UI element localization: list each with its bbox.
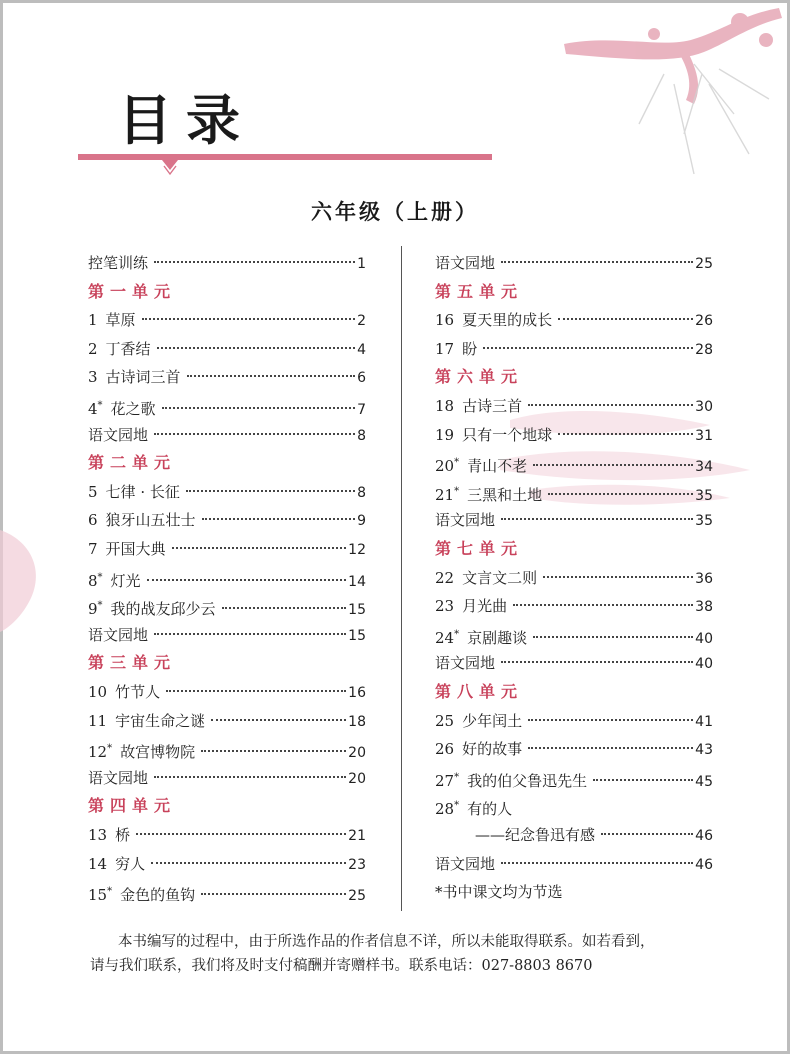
lesson-number: 5 <box>88 482 98 501</box>
unit-label: 第六单元 <box>435 367 524 387</box>
entry-title: 语文园地 <box>88 768 149 787</box>
page-number: 21 <box>348 828 366 844</box>
entry-title: 宇宙生命之谜 <box>115 711 206 730</box>
entry-title: 语文园地 <box>435 854 496 873</box>
optional-star-mark: * <box>454 771 460 783</box>
page-number: 40 <box>695 630 713 647</box>
unit-label: 第五单元 <box>435 281 524 301</box>
dot-leader <box>211 719 346 721</box>
optional-star-mark: * <box>107 886 113 898</box>
unit-heading <box>435 279 713 305</box>
lesson-number: 16 <box>435 311 455 330</box>
page-number: 35 <box>695 513 713 530</box>
dot-leader <box>533 636 693 638</box>
page-number: 6 <box>357 370 366 387</box>
lesson-number: 12* <box>88 743 113 762</box>
lesson-number: 6 <box>88 511 98 530</box>
unit-label: 第七单元 <box>435 539 524 558</box>
dot-leader <box>151 862 346 864</box>
lesson-number: 1 <box>88 311 98 330</box>
unit-label: 第四单元 <box>88 796 177 816</box>
lesson-number: 3 <box>88 368 98 387</box>
optional-star-mark: * <box>107 743 113 755</box>
entry-title: 丁香结 <box>105 339 151 358</box>
toc-entry <box>88 364 366 390</box>
unit-heading <box>88 450 366 476</box>
optional-star-mark: * <box>97 571 103 583</box>
entry-title: 我的伯父鲁迅先生 <box>467 771 588 790</box>
toc-entry <box>435 250 713 276</box>
toc-entry <box>435 708 713 734</box>
dot-leader <box>186 490 355 492</box>
lesson-number: 15* <box>88 886 113 905</box>
entry-title: 语文园地 <box>435 254 496 272</box>
page-number: 20 <box>348 745 366 762</box>
page-number: 38 <box>695 599 713 616</box>
page-number: 45 <box>695 773 713 790</box>
dot-leader <box>202 518 356 520</box>
unit-heading <box>88 650 366 676</box>
page-number: 35 <box>695 487 713 504</box>
page-number: 14 <box>348 573 366 590</box>
toc-entry <box>435 479 713 505</box>
toc-entry <box>435 765 713 791</box>
dot-leader <box>558 433 693 435</box>
toc-entry <box>435 336 713 362</box>
optional-star-mark: * <box>454 800 460 812</box>
lesson-number: 4* <box>88 400 103 418</box>
toc-entry <box>435 422 713 448</box>
toc-entry <box>88 851 366 877</box>
entry-title: 开国大典 <box>105 540 166 558</box>
page-number: 30 <box>695 399 713 415</box>
entry-title: 狼牙山五壮士 <box>105 511 196 530</box>
plum-blossom-branch-decoration <box>544 4 784 194</box>
dot-leader <box>548 493 693 495</box>
unit-heading <box>435 679 713 705</box>
unit-label: 第二单元 <box>88 453 177 473</box>
dot-leader <box>187 375 356 377</box>
dot-leader <box>162 407 356 409</box>
notice-line-2: 请与我们联系，我们将及时支付稿酬并寄赠样书。联系电话：027-8803 8670 <box>90 958 593 974</box>
entry-title: 好的故事 <box>462 740 523 759</box>
dot-leader <box>154 261 355 263</box>
lesson-number: 17 <box>435 339 455 358</box>
page-number: 46 <box>695 828 713 844</box>
page-title: 目录 <box>118 89 254 152</box>
unit-label: 第八单元 <box>435 682 524 701</box>
dot-leader <box>593 779 693 781</box>
page-number: 8 <box>357 427 366 444</box>
entry-title: 三黑和土地 <box>467 485 543 504</box>
unit-heading <box>435 536 713 562</box>
entry-title: 七律 · 长征 <box>105 482 180 501</box>
dot-leader <box>501 261 693 263</box>
toc-entry <box>435 736 713 762</box>
lesson-number: 2 <box>88 339 98 358</box>
dot-leader <box>154 776 346 778</box>
page-number: 40 <box>695 656 713 673</box>
toc-entry <box>435 450 713 476</box>
dot-leader <box>154 633 346 635</box>
optional-star-mark: * <box>454 485 460 497</box>
toc-entry <box>435 307 713 333</box>
lesson-number: 24* <box>435 628 460 647</box>
lesson-number: 20* <box>435 457 460 476</box>
page-number: 23 <box>348 856 366 873</box>
dot-leader <box>528 747 693 749</box>
lesson-number: 22 <box>435 568 455 587</box>
toc-entry <box>435 507 713 533</box>
toc-entry <box>88 422 366 448</box>
dot-leader <box>142 318 356 320</box>
lesson-number: 13 <box>88 826 108 844</box>
optional-star-mark: * <box>97 400 103 411</box>
unit-heading <box>88 279 366 305</box>
toc-entry <box>88 536 366 562</box>
dot-leader <box>154 433 355 435</box>
page-number: 25 <box>348 888 366 905</box>
dot-leader <box>501 518 693 520</box>
dot-leader <box>558 318 693 320</box>
entry-title: 语文园地 <box>88 625 149 644</box>
toc-entry <box>88 679 366 705</box>
page-number: 12 <box>348 542 366 558</box>
lesson-number: 8* <box>88 571 103 590</box>
note-text: *书中课文均为节选 <box>435 883 563 902</box>
entry-title: ——纪念鲁迅有感 <box>475 826 596 844</box>
entry-title: 故宫博物院 <box>120 743 196 762</box>
page-number: 15 <box>348 602 366 619</box>
entry-title: 盼 <box>462 339 478 358</box>
optional-star-mark: * <box>97 600 103 612</box>
lesson-number: 18 <box>435 397 455 415</box>
entry-title: 灯光 <box>110 571 141 590</box>
entry-title: 桥 <box>115 826 131 844</box>
page-number: 8 <box>357 484 366 501</box>
toc-entry <box>435 593 713 619</box>
entry-title: 金色的鱼钩 <box>120 886 196 905</box>
page-number: 15 <box>348 627 366 644</box>
lesson-number: 10 <box>88 683 108 701</box>
toc-entry <box>88 336 366 362</box>
blossom-decoration-left <box>0 520 60 640</box>
entry-title: 夏天里的成长 <box>462 311 553 330</box>
lesson-number: 27* <box>435 771 460 790</box>
dot-leader <box>528 404 693 406</box>
page-number: 28 <box>695 341 713 358</box>
entry-title: 青山不老 <box>467 457 528 476</box>
toc-entry <box>88 822 366 848</box>
lesson-number: 11 <box>88 711 108 730</box>
entry-title: 语文园地 <box>88 425 149 444</box>
toc-entry <box>435 851 713 877</box>
unit-heading <box>435 364 713 390</box>
dot-leader <box>201 893 346 895</box>
toc-entry <box>88 765 366 791</box>
page-number: 43 <box>695 742 713 759</box>
page-number: 7 <box>357 402 366 418</box>
entry-title: 控笔训练 <box>88 254 149 272</box>
dot-leader <box>533 464 693 466</box>
dot-leader <box>222 607 347 609</box>
dot-leader <box>543 576 693 578</box>
dot-leader <box>147 579 347 581</box>
entry-title: 语文园地 <box>435 654 496 673</box>
toc-entry <box>88 708 366 734</box>
entry-title: 草原 <box>105 311 136 330</box>
dot-leader <box>501 661 693 663</box>
lesson-number: 9* <box>88 600 103 619</box>
entry-title: 古诗三首 <box>462 397 523 415</box>
page-number: 31 <box>695 427 713 444</box>
notice-line-1: 本书编写的过程中，由于所选作品的作者信息不详，所以未能取得联系。如若看到， <box>118 934 655 950</box>
entry-title: 花之歌 <box>110 400 156 418</box>
unit-label: 第三单元 <box>88 653 177 673</box>
dot-leader <box>166 690 346 692</box>
dot-leader <box>136 833 346 835</box>
column-divider <box>401 246 402 911</box>
entry-title: 我的战友邱少云 <box>110 600 216 619</box>
entry-title: 古诗词三首 <box>105 368 181 387</box>
page-number: 26 <box>695 313 713 330</box>
dot-leader <box>501 862 693 864</box>
dot-leader <box>172 547 347 549</box>
entry-title: 语文园地 <box>435 511 496 530</box>
lesson-number: 7 <box>88 540 98 558</box>
page-number: 4 <box>357 341 366 358</box>
toc-entry <box>435 650 713 676</box>
toc-entry <box>88 250 366 276</box>
page-number: 16 <box>348 685 366 701</box>
toc-entry <box>88 393 366 419</box>
page-number: 41 <box>695 713 713 730</box>
page-number: 46 <box>695 856 713 873</box>
dot-leader <box>483 347 693 349</box>
toc-entry <box>435 793 713 819</box>
lesson-number: 28* <box>435 800 460 819</box>
entry-title: 月光曲 <box>462 597 508 616</box>
toc-entry <box>435 393 713 419</box>
dot-leader <box>513 604 693 606</box>
entry-title: 文言文二则 <box>462 568 538 587</box>
lesson-number: 26 <box>435 740 455 759</box>
grade-subtitle: 六年级（上册） <box>311 200 479 224</box>
title-underline-rule <box>78 152 492 182</box>
toc-entry <box>88 479 366 505</box>
toc-entry <box>88 879 366 905</box>
lesson-number: 19 <box>435 425 455 444</box>
page-number: 1 <box>357 256 366 272</box>
dot-leader <box>528 719 693 721</box>
entry-title: 有的人 <box>467 800 513 819</box>
entry-title: 少年闰土 <box>462 711 523 730</box>
unit-label: 第一单元 <box>88 281 177 301</box>
lesson-number: 14 <box>88 854 108 873</box>
toc-entry <box>435 622 713 648</box>
page-number: 18 <box>348 713 366 730</box>
toc-subtitle-row <box>435 822 713 848</box>
entry-title: 竹节人 <box>115 683 161 701</box>
entry-title: 只有一个地球 <box>462 425 553 444</box>
unit-heading <box>88 793 366 819</box>
optional-star-mark: * <box>454 457 460 469</box>
page-number: 20 <box>348 770 366 787</box>
page-number: 25 <box>695 256 713 272</box>
entry-title: 京剧趣谈 <box>467 628 528 647</box>
page-number: 36 <box>695 570 713 587</box>
toc-entry <box>88 507 366 533</box>
lesson-number: 21* <box>435 485 460 504</box>
toc-entry <box>88 307 366 333</box>
selection-note <box>435 879 713 905</box>
toc-entry <box>88 622 366 648</box>
copyright-notice <box>90 930 730 978</box>
page-number: 9 <box>357 513 366 530</box>
page-number: 34 <box>695 459 713 476</box>
lesson-number: 23 <box>435 597 455 616</box>
dot-leader <box>201 750 346 752</box>
toc-entry <box>88 593 366 619</box>
toc-entry <box>88 736 366 762</box>
toc-entry <box>88 565 366 591</box>
page-number: 2 <box>357 313 366 330</box>
dot-leader <box>157 347 356 349</box>
lesson-number: 25 <box>435 711 455 730</box>
entry-title: 穷人 <box>115 854 146 873</box>
toc-entry <box>435 565 713 591</box>
dot-leader <box>601 833 693 835</box>
optional-star-mark: * <box>454 628 460 640</box>
